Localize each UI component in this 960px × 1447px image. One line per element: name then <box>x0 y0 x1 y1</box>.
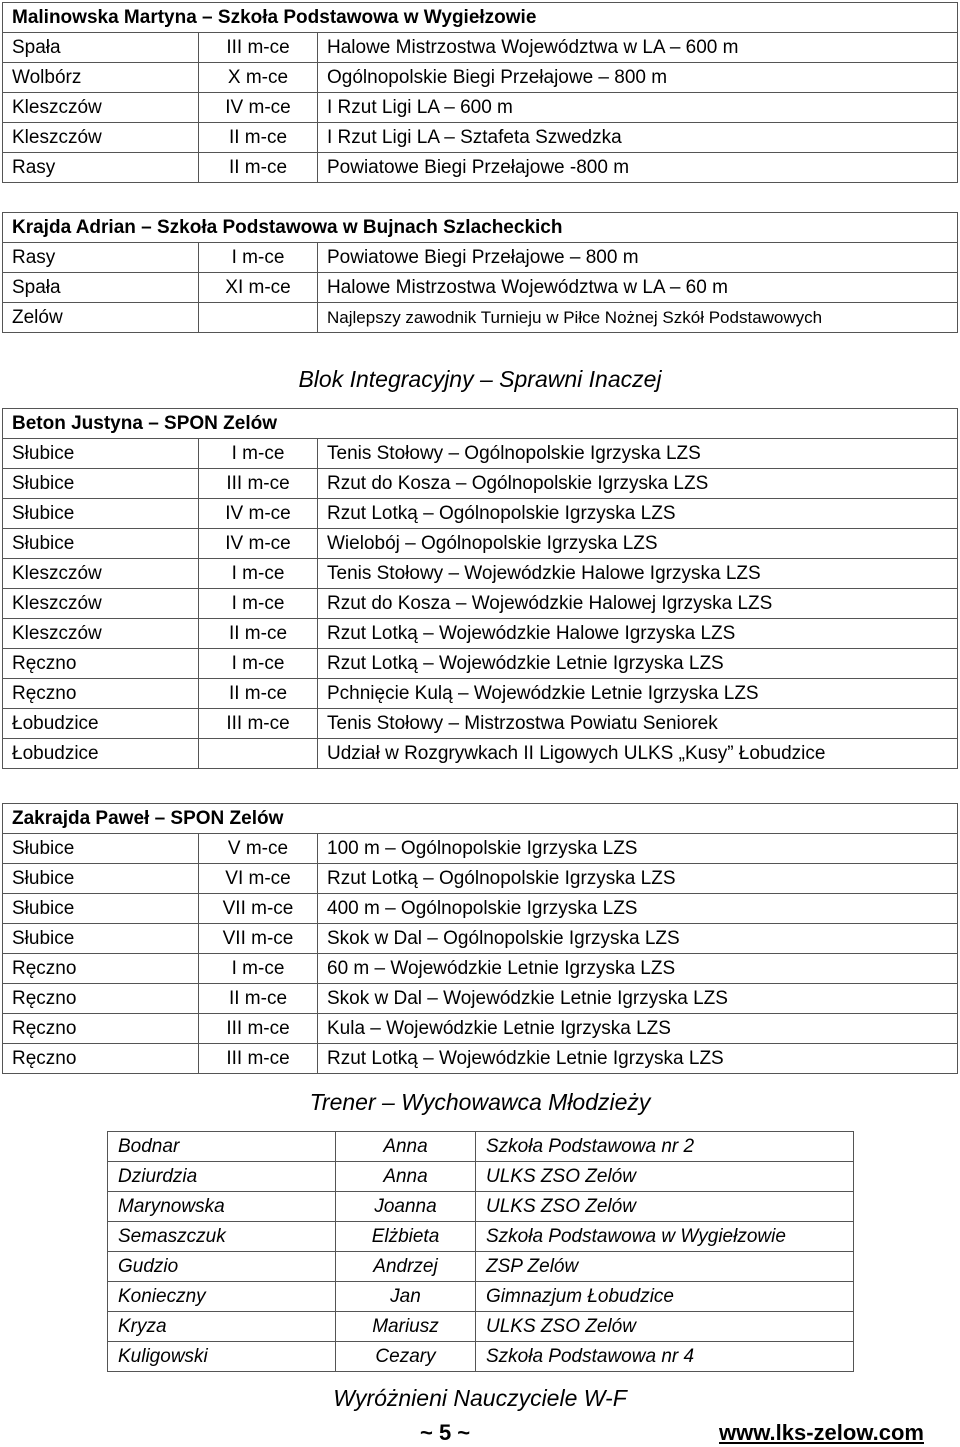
table-row <box>3 984 958 1014</box>
heading-trener: Trener – Wychowawca Młodzieży <box>309 1089 651 1115</box>
results-table-krajda <box>2 212 958 333</box>
table-row <box>3 243 958 273</box>
place-cell: Rasy <box>3 153 199 183</box>
place-cell: Ręczno <box>3 649 199 679</box>
table-row <box>3 709 958 739</box>
event-cell: Rzut Lotką – Wojewódzkie Letnie Igrzyska LZS <box>318 649 958 679</box>
results-table-beton <box>2 408 958 769</box>
rank-cell <box>199 739 318 769</box>
place-cell: Kleszczów <box>3 619 199 649</box>
firstname-cell: Anna <box>336 1132 476 1162</box>
event-cell: 60 m – Wojewódzkie Letnie Igrzyska LZS <box>318 954 958 984</box>
table-row <box>3 924 958 954</box>
rank-cell: III m-ce <box>199 709 318 739</box>
place-cell: Słubice <box>3 864 199 894</box>
section-header-row <box>3 3 958 33</box>
table-row <box>108 1132 854 1162</box>
rank-cell: IV m-ce <box>199 529 318 559</box>
place-cell: Łobudzice <box>3 739 199 769</box>
place-cell: Spała <box>3 273 199 303</box>
firstname-cell: Elżbieta <box>336 1222 476 1252</box>
rank-cell: III m-ce <box>199 469 318 499</box>
page-number: ~ 5 ~ <box>420 1420 471 1445</box>
surname-cell: Bodnar <box>108 1132 336 1162</box>
rank-cell: II m-ce <box>199 619 318 649</box>
place-cell: Kleszczów <box>3 589 199 619</box>
event-cell: Halowe Mistrzostwa Województwa w LA – 60 m <box>318 273 958 303</box>
rank-cell: X m-ce <box>199 63 318 93</box>
place-cell: Słubice <box>3 894 199 924</box>
table-row <box>3 739 958 769</box>
school-cell: Szkoła Podstawowa nr 4 <box>476 1342 854 1372</box>
event-cell: Skok w Dal – Wojewódzkie Letnie Igrzyska LZS <box>318 984 958 1014</box>
event-cell: Tenis Stołowy – Wojewódzkie Halowe Igrzyska LZS <box>318 559 958 589</box>
event-cell: Rzut Lotką – Ogólnopolskie Igrzyska LZS <box>318 499 958 529</box>
table-row <box>3 954 958 984</box>
table-row <box>3 1044 958 1074</box>
rank-cell: IV m-ce <box>199 499 318 529</box>
table-row <box>3 864 958 894</box>
rank-cell: I m-ce <box>199 243 318 273</box>
event-cell: Wielobój – Ogólnopolskie Igrzyska LZS <box>318 529 958 559</box>
results-table-malinowska <box>2 2 958 183</box>
place-cell: Ręczno <box>3 1044 199 1074</box>
rank-cell <box>199 303 318 333</box>
firstname-cell: Jan <box>336 1282 476 1312</box>
table-row <box>3 33 958 63</box>
school-cell: ULKS ZSO Zelów <box>476 1162 854 1192</box>
place-cell: Słubice <box>3 529 199 559</box>
rank-cell: II m-ce <box>199 984 318 1014</box>
table-row <box>108 1162 854 1192</box>
place-cell: Słubice <box>3 439 199 469</box>
place-cell: Kleszczów <box>3 93 199 123</box>
rank-cell: I m-ce <box>199 954 318 984</box>
place-cell: Ręczno <box>3 679 199 709</box>
place-cell: Spała <box>3 33 199 63</box>
school-cell: ZSP Zelów <box>476 1252 854 1282</box>
table-row <box>3 529 958 559</box>
rank-cell: III m-ce <box>199 33 318 63</box>
heading-blok-integracyjny: Blok Integracyjny – Sprawni Inaczej <box>298 366 662 392</box>
table-row <box>3 499 958 529</box>
rank-cell: VII m-ce <box>199 894 318 924</box>
section-header-row <box>3 409 958 439</box>
athlete-header: Zakrajda Paweł – SPON Zelów <box>3 804 958 834</box>
table-row <box>3 469 958 499</box>
table-row <box>3 273 958 303</box>
event-cell: Rzut Lotką – Ogólnopolskie Igrzyska LZS <box>318 864 958 894</box>
event-cell: Halowe Mistrzostwa Województwa w LA – 600 m <box>318 33 958 63</box>
place-cell: Ręczno <box>3 984 199 1014</box>
rank-cell: III m-ce <box>199 1044 318 1074</box>
website-link[interactable]: www.lks-zelow.com <box>719 1420 924 1445</box>
event-cell: I Rzut Ligi LA – Sztafeta Szwedzka <box>318 123 958 153</box>
rank-cell: II m-ce <box>199 679 318 709</box>
place-cell: Kleszczów <box>3 123 199 153</box>
rank-cell: IV m-ce <box>199 93 318 123</box>
table-row <box>3 93 958 123</box>
rank-cell: II m-ce <box>199 153 318 183</box>
table-row <box>108 1282 854 1312</box>
firstname-cell: Cezary <box>336 1342 476 1372</box>
event-cell: Najlepszy zawodnik Turnieju w Piłce Nożnej Szkół Podstawowych <box>318 303 958 333</box>
place-cell: Rasy <box>3 243 199 273</box>
heading-wyroznieni: Wyróżnieni Nauczyciele W-F <box>333 1385 627 1411</box>
table-row <box>108 1222 854 1252</box>
surname-cell: Kryza <box>108 1312 336 1342</box>
table-row <box>3 153 958 183</box>
table-row <box>3 63 958 93</box>
surname-cell: Marynowska <box>108 1192 336 1222</box>
firstname-cell: Anna <box>336 1162 476 1192</box>
section-header-row <box>3 213 958 243</box>
rank-cell: III m-ce <box>199 1014 318 1044</box>
table-row <box>3 894 958 924</box>
table-row <box>3 649 958 679</box>
place-cell: Słubice <box>3 834 199 864</box>
school-cell: ULKS ZSO Zelów <box>476 1192 854 1222</box>
rank-cell: VI m-ce <box>199 864 318 894</box>
surname-cell: Kuligowski <box>108 1342 336 1372</box>
place-cell: Słubice <box>3 499 199 529</box>
event-cell: 400 m – Ogólnopolskie Igrzyska LZS <box>318 894 958 924</box>
event-cell: Powiatowe Biegi Przełajowe -800 m <box>318 153 958 183</box>
place-cell: Zelów <box>3 303 199 333</box>
results-table-zakrajda <box>2 803 958 1074</box>
firstname-cell: Andrzej <box>336 1252 476 1282</box>
event-cell: Powiatowe Biegi Przełajowe – 800 m <box>318 243 958 273</box>
event-cell: Rzut Lotką – Wojewódzkie Letnie Igrzyska LZS <box>318 1044 958 1074</box>
surname-cell: Dziurdzia <box>108 1162 336 1192</box>
place-cell: Ręczno <box>3 1014 199 1044</box>
firstname-cell: Joanna <box>336 1192 476 1222</box>
school-cell: ULKS ZSO Zelów <box>476 1312 854 1342</box>
event-cell: Rzut do Kosza – Wojewódzkie Halowej Igrzyska LZS <box>318 589 958 619</box>
rank-cell: I m-ce <box>199 589 318 619</box>
rank-cell: I m-ce <box>199 649 318 679</box>
place-cell: Kleszczów <box>3 559 199 589</box>
table-row <box>3 303 958 333</box>
place-cell: Wolbórz <box>3 63 199 93</box>
event-cell: Tenis Stołowy – Mistrzostwa Powiatu Seniorek <box>318 709 958 739</box>
surname-cell: Gudzio <box>108 1252 336 1282</box>
event-cell: Ogólnopolskie Biegi Przełajowe – 800 m <box>318 63 958 93</box>
place-cell: Ręczno <box>3 954 199 984</box>
place-cell: Słubice <box>3 924 199 954</box>
event-cell: I Rzut Ligi LA – 600 m <box>318 93 958 123</box>
rank-cell: XI m-ce <box>199 273 318 303</box>
athlete-header: Beton Justyna – SPON Zelów <box>3 409 958 439</box>
table-row <box>108 1342 854 1372</box>
section-header-row <box>3 804 958 834</box>
rank-cell: I m-ce <box>199 439 318 469</box>
event-cell: Rzut do Kosza – Ogólnopolskie Igrzyska LZS <box>318 469 958 499</box>
table-row <box>3 834 958 864</box>
athlete-header: Krajda Adrian – Szkoła Podstawowa w Bujnach Szlacheckich <box>3 213 958 243</box>
firstname-cell: Mariusz <box>336 1312 476 1342</box>
school-cell: Gimnazjum Łobudzice <box>476 1282 854 1312</box>
event-cell: Skok w Dal – Ogólnopolskie Igrzyska LZS <box>318 924 958 954</box>
event-cell: Udział w Rozgrywkach II Ligowych ULKS „Kusy” Łobudzice <box>318 739 958 769</box>
table-row <box>3 1014 958 1044</box>
table-row <box>3 439 958 469</box>
place-cell: Słubice <box>3 469 199 499</box>
table-row <box>108 1312 854 1342</box>
table-row <box>3 679 958 709</box>
table-row <box>108 1192 854 1222</box>
place-cell: Łobudzice <box>3 709 199 739</box>
trainers-table <box>107 1131 854 1372</box>
surname-cell: Konieczny <box>108 1282 336 1312</box>
event-cell: Kula – Wojewódzkie Letnie Igrzyska LZS <box>318 1014 958 1044</box>
event-cell: Tenis Stołowy – Ogólnopolskie Igrzyska LZS <box>318 439 958 469</box>
rank-cell: II m-ce <box>199 123 318 153</box>
surname-cell: Semaszczuk <box>108 1222 336 1252</box>
table-row <box>3 589 958 619</box>
event-cell: Rzut Lotką – Wojewódzkie Halowe Igrzyska LZS <box>318 619 958 649</box>
table-row <box>3 123 958 153</box>
table-row <box>3 619 958 649</box>
rank-cell: VII m-ce <box>199 924 318 954</box>
school-cell: Szkoła Podstawowa w Wygiełzowie <box>476 1222 854 1252</box>
rank-cell: I m-ce <box>199 559 318 589</box>
table-row <box>108 1252 854 1282</box>
school-cell: Szkoła Podstawowa nr 2 <box>476 1132 854 1162</box>
rank-cell: V m-ce <box>199 834 318 864</box>
event-cell: 100 m – Ogólnopolskie Igrzyska LZS <box>318 834 958 864</box>
athlete-header: Malinowska Martyna – Szkoła Podstawowa w Wygiełzowie <box>3 3 958 33</box>
event-cell: Pchnięcie Kulą – Wojewódzkie Letnie Igrzyska LZS <box>318 679 958 709</box>
table-row <box>3 559 958 589</box>
